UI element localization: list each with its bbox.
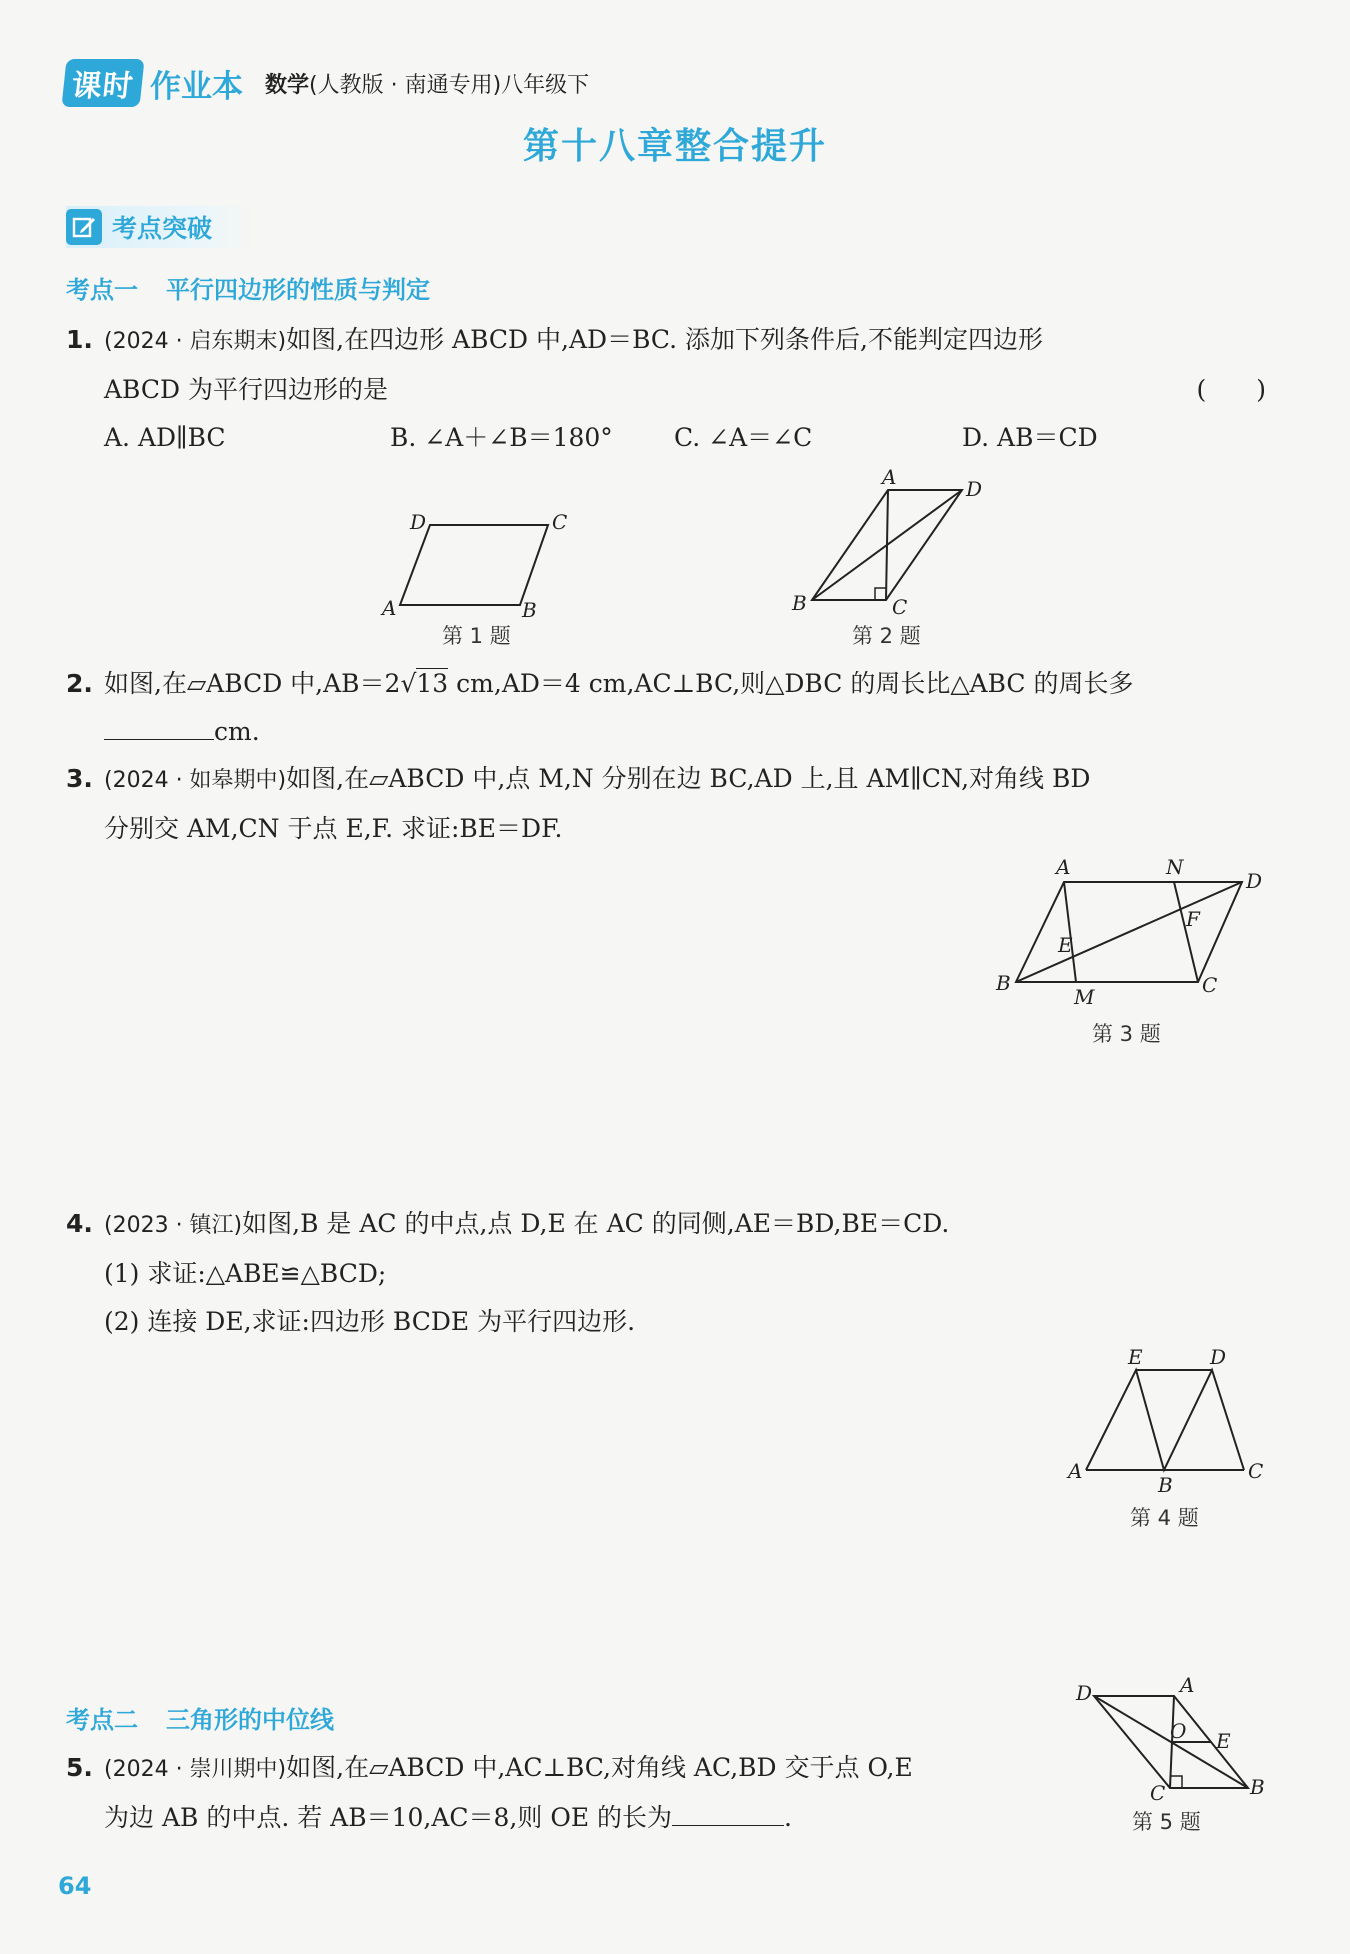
question-text: ABCD 为平行四边形的是 — [104, 375, 389, 404]
question-text: 如图,在▱ABCD 中,AB＝2 — [104, 669, 401, 698]
figure-2-parallelogram — [786, 462, 996, 622]
question-text: 如图,在四边形 ABCD 中,AD＝BC. 添加下列条件后,不能判定四边形 — [286, 325, 1044, 354]
option-c[interactable]: C. ∠A＝∠C — [674, 423, 813, 452]
question-text: 如图,在▱ABCD 中,点 M,N 分别在边 BC,AD 上,且 AM∥CN,对角线 BD — [286, 764, 1091, 793]
question-source: (2024 · 崇川期中) — [104, 1757, 287, 1782]
figure-caption: 第 3 题 — [1092, 1022, 1161, 1046]
topic-heading-1 — [66, 270, 430, 305]
point-label: F — [1186, 907, 1200, 931]
sub-question-1: (1) 求证:△ABE≌△BCD; — [104, 1259, 387, 1288]
figure-caption: 第 1 题 — [442, 624, 511, 648]
vertex-label: A — [1180, 1676, 1195, 1697]
vertex-label: D — [1210, 1345, 1227, 1369]
question-3 — [66, 755, 1266, 853]
topic-title: 平行四边形的性质与判定 — [166, 276, 430, 304]
vertex-label: B — [522, 598, 537, 622]
sqrt-radicand: 13 — [416, 669, 449, 698]
topic-heading-2 — [66, 1700, 334, 1735]
point-label: E — [1058, 933, 1073, 957]
option-b[interactable]: B. ∠A＋∠B＝180° — [390, 423, 613, 452]
vertex-label: D — [966, 477, 983, 501]
figure-caption: 第 4 题 — [1130, 1506, 1199, 1530]
answer-unit: cm. — [214, 717, 260, 746]
topic-label: 考点一 — [66, 276, 138, 304]
question-source: (2024 · 启东期末) — [104, 329, 287, 354]
question-number: 5. — [66, 1753, 93, 1782]
question-number: 1. — [66, 325, 93, 354]
book-series — [265, 68, 589, 99]
vertex-label: B — [1158, 1473, 1173, 1494]
question-1 — [66, 316, 1266, 462]
series-subject: 数学 — [265, 72, 310, 98]
question-text: 为边 AB 的中点. 若 AB＝10,AC＝8,则 OE 的长为 — [104, 1803, 673, 1832]
answer-blank[interactable] — [672, 1795, 784, 1826]
figure-caption: 第 2 题 — [852, 624, 921, 648]
topic-title: 三角形的中位线 — [166, 1706, 334, 1734]
question-text-end: . — [784, 1803, 792, 1832]
brand-logo — [64, 59, 243, 107]
question-number: 2. — [66, 669, 93, 698]
vertex-label: C — [1150, 1781, 1166, 1805]
figure-3-parallelogram — [990, 852, 1280, 1012]
series-edition: (人教版 · 南通专用)八年级下 — [309, 72, 590, 98]
vertex-label: B — [1250, 1775, 1265, 1799]
question-text: 分别交 AM,CN 于点 E,F. 求证:BE＝DF. — [104, 814, 563, 843]
vertex-label: E — [1128, 1345, 1143, 1369]
vertex-label: N — [1166, 855, 1184, 879]
sqrt-sign: √ — [400, 669, 417, 698]
page-number: 64 — [58, 1872, 92, 1900]
vertex-label: C — [1202, 973, 1218, 997]
figure-5-parallelogram — [1070, 1676, 1270, 1806]
option-list — [104, 414, 1266, 462]
section-banner-label: 考点突破 — [112, 214, 213, 243]
vertex-label: C — [1248, 1459, 1264, 1483]
answer-bracket: ( ) — [1196, 375, 1266, 404]
vertex-label: C — [552, 510, 568, 534]
page-header — [64, 60, 589, 106]
question-text: 如图,B 是 AC 的中点,点 D,E 在 AC 的同侧,AE＝BD,BE＝CD. — [242, 1209, 950, 1238]
vertex-label: B — [792, 591, 807, 615]
option-a[interactable]: A. AD∥BC — [104, 423, 226, 452]
question-source: (2023 · 镇江) — [104, 1213, 243, 1238]
pen-icon — [66, 209, 102, 245]
chapter-title: 第十八章整合提升 — [522, 125, 827, 167]
vertex-label: B — [996, 971, 1011, 995]
point-label: M — [1074, 985, 1095, 1009]
point-label: O — [1170, 1719, 1187, 1743]
question-text: 如图,在▱ABCD 中,AC⊥BC,对角线 AC,BD 交于点 O,E — [286, 1753, 913, 1782]
question-number: 3. — [66, 764, 93, 793]
question-5 — [66, 1744, 1086, 1842]
sub-question-2: (2) 连接 DE,求证:四边形 BCDE 为平行四边形. — [104, 1307, 636, 1336]
question-number: 4. — [66, 1209, 93, 1238]
question-4 — [66, 1200, 1266, 1346]
figure-4-triangles — [1062, 1344, 1272, 1494]
topic-label: 考点二 — [66, 1706, 138, 1734]
answer-blank[interactable] — [104, 709, 214, 740]
figure-1-parallelogram — [380, 505, 580, 625]
vertex-label: D — [1076, 1681, 1093, 1705]
vertex-label: D — [1246, 869, 1263, 893]
point-label: E — [1216, 1729, 1231, 1753]
vertex-label: A — [1068, 1459, 1083, 1483]
vertex-label: A — [382, 596, 397, 620]
question-source: (2024 · 如皋期中) — [104, 768, 287, 793]
figure-caption: 第 5 题 — [1132, 1810, 1201, 1834]
question-2 — [66, 660, 1266, 756]
vertex-label: C — [892, 595, 908, 619]
vertex-label: D — [410, 510, 427, 534]
logo-text: 作业本 — [150, 68, 243, 105]
vertex-label: A — [882, 465, 897, 489]
section-banner — [66, 206, 252, 248]
logo-chars: 课时 — [61, 59, 144, 107]
question-text: cm,AD＝4 cm,AC⊥BC,则△DBC 的周长比△ABC 的周长多 — [448, 669, 1134, 698]
option-d[interactable]: D. AB＝CD — [962, 423, 1098, 452]
vertex-label: A — [1056, 855, 1071, 879]
